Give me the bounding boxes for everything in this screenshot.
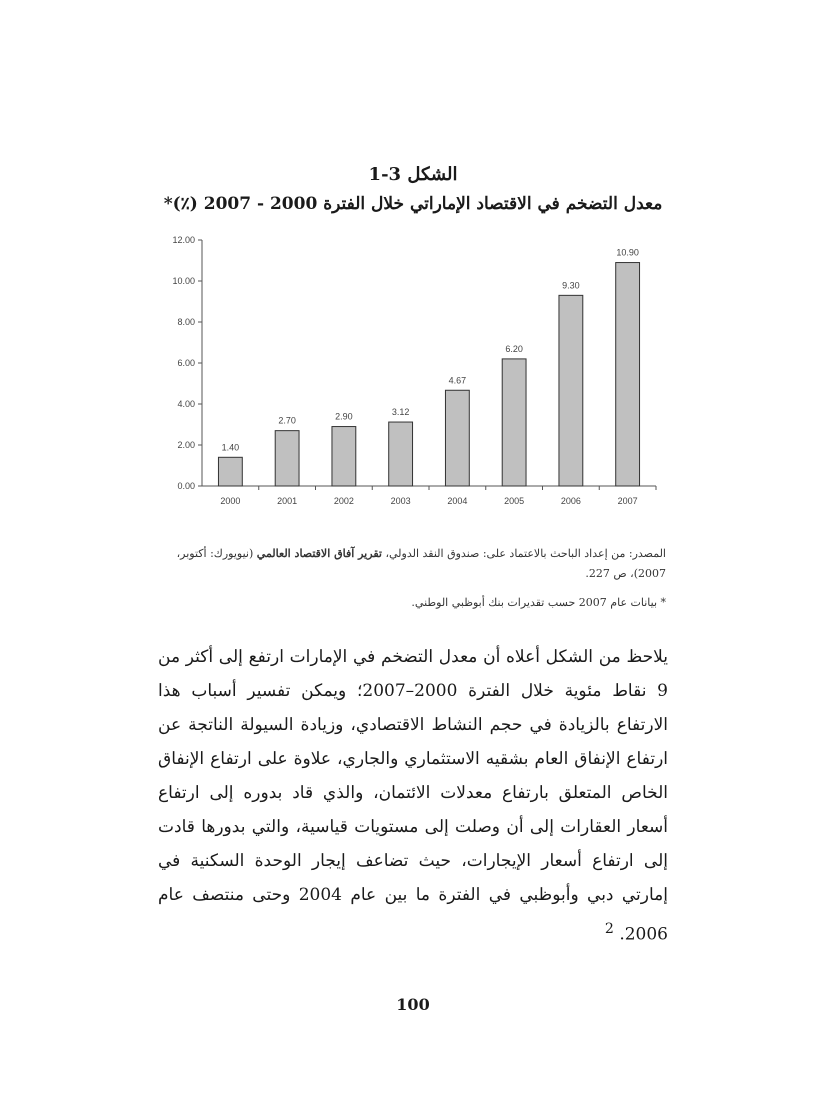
y-tick-label: 4.00 xyxy=(177,399,195,409)
bar-value-label: 2.90 xyxy=(335,411,353,422)
bar-2000 xyxy=(218,457,242,486)
estimate-note: * بيانات عام 2007 حسب تقديرات بنك أبوظبي الوطني. xyxy=(411,596,666,609)
page-number: 100 xyxy=(396,995,430,1014)
x-tick-label: 2002 xyxy=(333,496,354,506)
x-tick-label: 2005 xyxy=(504,496,525,506)
x-tick-label: 2004 xyxy=(447,496,468,506)
body-paragraph xyxy=(158,640,668,952)
y-tick-label: 12.00 xyxy=(172,235,195,245)
y-tick-label: 10.00 xyxy=(172,276,195,286)
bar-2002 xyxy=(332,427,356,486)
bar-2005 xyxy=(502,359,526,486)
source-details: (نيويورك: أكتوبر، 2007)، ص 227. xyxy=(176,547,666,580)
chart-axes xyxy=(198,240,656,490)
x-tick-label: 2006 xyxy=(560,496,581,506)
source-report-title: تقرير آفاق الاقتصاد العالمي xyxy=(256,547,382,560)
figure-title: معدل التضخم في الاقتصاد الإماراتي خلال الفترة 2000 - 2007 (٪)* xyxy=(163,194,663,214)
bar-2007 xyxy=(616,263,640,486)
x-tick-label: 2001 xyxy=(277,496,298,506)
bar-value-label: 1.40 xyxy=(221,442,240,453)
bar-2006 xyxy=(559,295,583,486)
figure-label: الشكل 3-1 xyxy=(368,164,458,185)
x-tick-label: 2007 xyxy=(617,496,638,506)
bar-value-label: 2.70 xyxy=(278,415,296,426)
bar-value-label: 9.30 xyxy=(562,280,580,291)
bar-2003 xyxy=(389,422,413,486)
source-note xyxy=(158,544,666,584)
y-tick-label: 8.00 xyxy=(177,317,195,327)
bar-2001 xyxy=(275,431,299,486)
bar-value-label: 3.12 xyxy=(391,407,410,418)
body-text: يلاحظ من الشكل أعلاه أن معدل التضخم في الإمارات ارتفع إلى أكثر من 9 نقاط مئوية خلال الفترة 2000–2007؛ ويمكن تفسير أسباب هذا الارتفاع بالزيادة في حجم النشاط الاقتصادي، وزيادة السيولة الناتجة عن ارتفاع الإنفاق العام بشقيه الاستثماري والجاري، علاوة على ارتفاع الإنفاق الخاص المتعلق بارتفاع معدلات الائتمان، والذي قاد بدوره إلى ارتفاع أسعار العقارات إلى أن وصلت إلى مستويات قياسية، والتي بدورها قادت إلى ارتفاع أسعار الإيجارات، حيث تضاعف إيجار الوحدة السكنية في إمارتي دبي وأبوظبي في الفترة ما بين عام 2004 وحتى منتصف عام 2006. xyxy=(158,647,668,945)
footnote-ref: 2 xyxy=(604,921,614,937)
chart-bars xyxy=(218,263,639,486)
bar-value-label: 6.20 xyxy=(505,343,523,354)
bar-value-label: 4.67 xyxy=(448,375,467,386)
bar-value-label: 10.90 xyxy=(616,247,639,258)
y-tick-label: 2.00 xyxy=(177,440,195,450)
inflation-bar-chart xyxy=(150,228,670,518)
y-tick-label: 6.00 xyxy=(177,358,195,368)
x-tick-label: 2000 xyxy=(220,496,241,506)
bar-2004 xyxy=(445,390,469,486)
x-tick-label: 2003 xyxy=(390,496,411,506)
source-prefix: المصدر: من إعداد الباحث بالاعتماد على: صندوق النقد الدولي، xyxy=(385,547,666,560)
y-tick-label: 0.00 xyxy=(177,481,195,491)
